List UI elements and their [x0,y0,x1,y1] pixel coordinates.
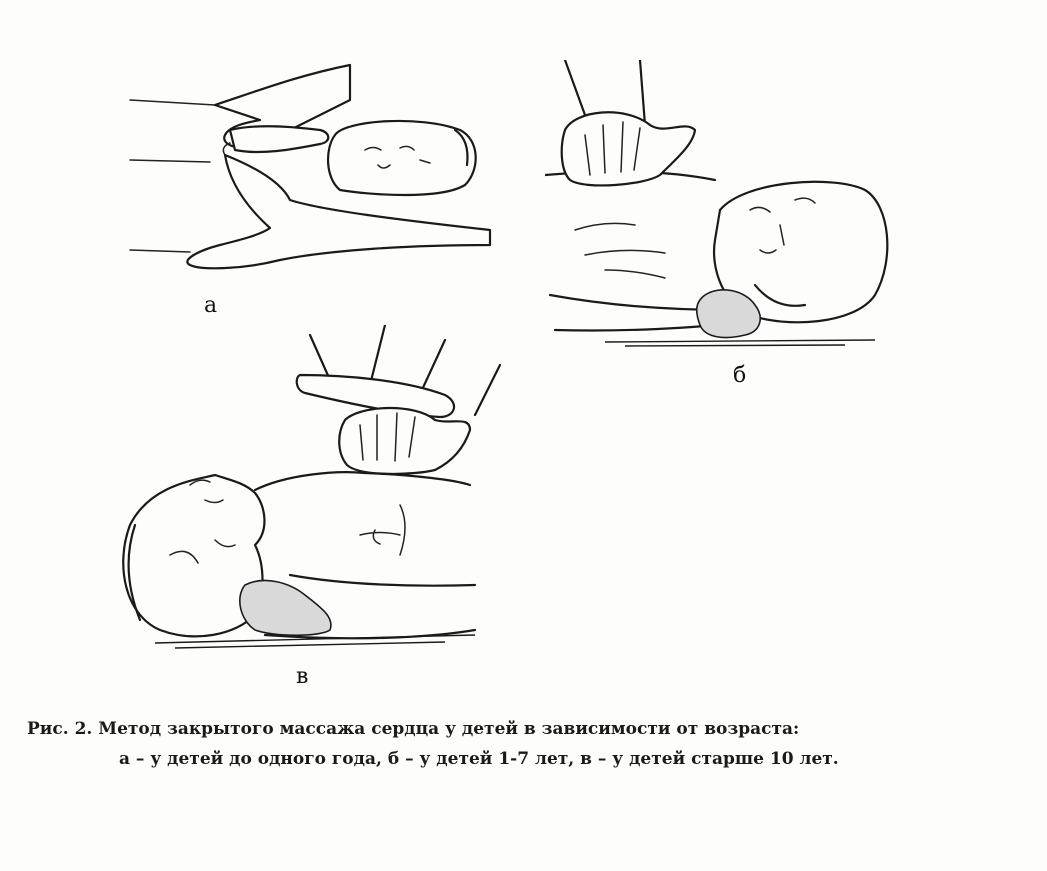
caption-line-1: Рис. 2. Метод закрытого массажа сердца у детей в зависимости от возраста: [27,719,800,739]
older-child-two-hand-compression-icon [115,325,505,655]
panel-a-label: а [204,293,218,318]
panel-v-illustration [115,325,505,655]
panel-b-label: б [733,363,747,388]
child-one-hand-compression-icon [545,60,905,350]
panel-b-illustration [545,60,905,350]
figure-caption [27,714,1037,774]
caption-line-2: а – у детей до одного года, б – у детей 1-7 лет, в – у детей старше 10 лет. [119,749,839,769]
panel-v-label: в [296,664,309,689]
panel-a-illustration [120,60,500,290]
infant-two-thumb-compression-icon [120,60,500,290]
